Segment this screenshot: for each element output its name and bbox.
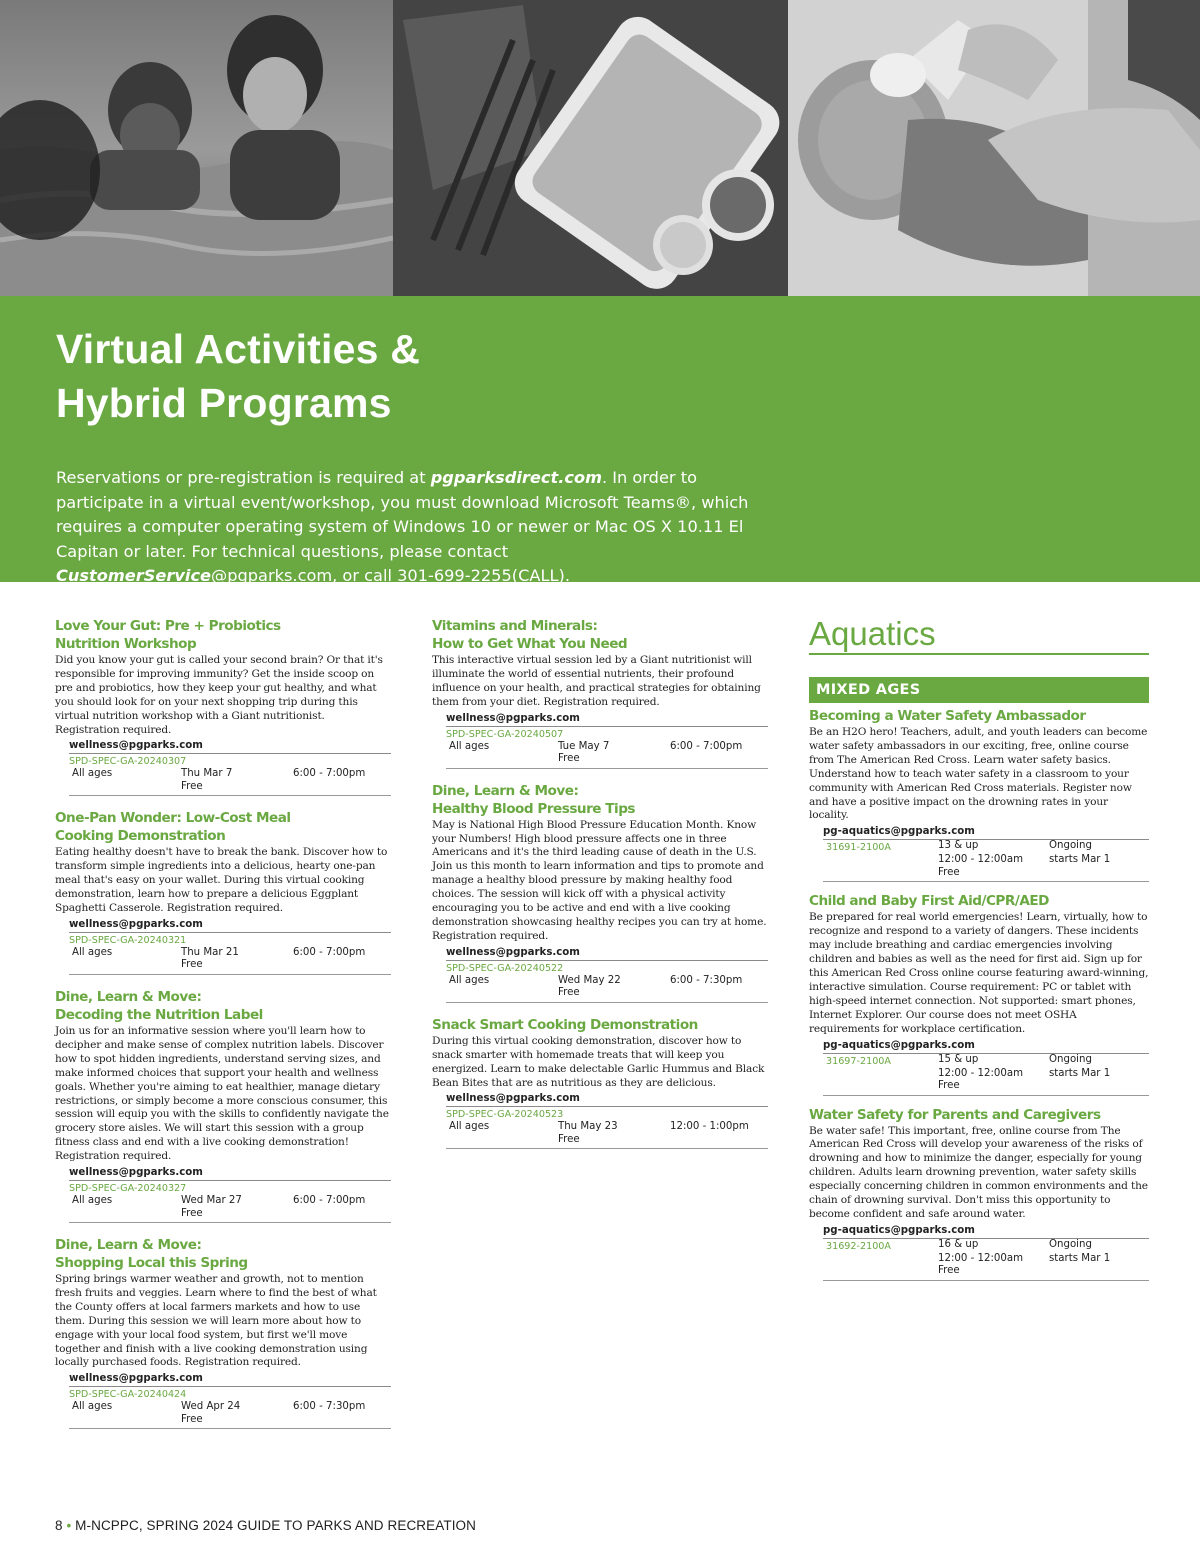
program-title-line2: Cooking Demonstration [55, 828, 226, 845]
ages: All ages [449, 740, 490, 752]
program-title-line1: Dine, Learn & Move: [55, 988, 202, 1005]
photo-infant-cpr [788, 0, 1200, 296]
fee: Free [938, 866, 960, 878]
activity-code: SPD-SPEC-GA-20240424 [69, 1389, 187, 1401]
program-vitamins-minerals [432, 617, 768, 769]
ages: All ages [449, 974, 490, 986]
program-description: Spring brings warmer weather and growth, not to mention fresh fruits and veggies. Learn where to find the best of what the County offers at local farmers markets and how to use them. During this session we will learn more about how to engage with your local food system, but first we'll move together and finish with a live cooking demonstration using locally purchased foods. Registration required. [55, 1273, 377, 1369]
footer-bullet: • [66, 1518, 72, 1533]
start-date: starts Mar 1 [1049, 1067, 1111, 1079]
ages: All ages [72, 768, 113, 780]
program-title [55, 1236, 391, 1272]
program-description: Eating healthy doesn't have to break the bank. Discover how to transform simple ingredients into a delicious, hearty one-pan meal that's easy on your wallet. During this virtual cooking demonstration, learn how to prepare a delicious Eggplant Spaghetti Casserole. Registration required. [55, 846, 388, 915]
program-title-line1: Dine, Learn & Move: [432, 782, 579, 799]
ages: All ages [72, 1195, 113, 1207]
schedule: Ongoing [1049, 840, 1092, 852]
program-title: Child and Baby First Aid/CPR/AED [809, 893, 1049, 910]
date: Wed Mar 27 [181, 1195, 242, 1207]
activity-code: SPD-SPEC-GA-20240507 [446, 728, 564, 740]
program-child-baby-first-aid [809, 892, 1149, 1095]
intro-banner [0, 296, 1200, 586]
program-description: Be an H2O hero! Teachers, adult, and youth leaders can become water safety ambassadors in our exciting, free, online course from The American Red Cross. Learn water safety basics. Understand how to teach water safety in a classroom to your community with American Red Cross materials. Register now and have a positive impact on the drowning rates in your locality. [809, 726, 1148, 822]
program-description: Be prepared for real world emergencies! Learn, virtually, how to recognize and respond to a variety of dangers. These incidents may include breathing and cardiac emergencies involving children and babies as well as the need for first aid. Sign up for this American Red Cross online course featuring award-winning, interactive simulation. Course requirement: PC or tablet with high-speed internet connection. Not supported: smart phones, Internet Explorer. Our course does not meet OSHA requirements for workplace certification. [809, 911, 1149, 1035]
customer-service-email-bold[interactable]: CustomerService [56, 566, 212, 586]
spacer [823, 854, 938, 867]
contact-email[interactable]: wellness@pgparks.com [69, 918, 391, 933]
time: 12:00 - 12:00am [938, 1252, 1024, 1264]
date: Thu Mar 21 [181, 946, 239, 958]
program-title-line2: How to Get What You Need [432, 636, 628, 652]
program-description: Be water safe! This important, free, online course from The American Red Cross will develop your awareness of the risks of drowning and how to minimize the danger, especially for young children. Adults learn drowning prevention, water safety skills especially concerning children in common environments and the chain of drowning survival. Don't miss this opportunity to become confident and safe around water. [809, 1124, 1148, 1220]
schedule-row [823, 1239, 1149, 1253]
program-description: This interactive virtual session led by a Giant nutritionist will illuminate the world of essential nutrients, their profound influence on your health, and practical strategies for obtaining them from your diet. Registration required. [432, 654, 761, 708]
page-number: 8 [55, 1518, 63, 1533]
ages: All ages [72, 946, 113, 958]
program-title: Water Safety for Parents and Caregivers [809, 1106, 1101, 1123]
program-title-line1: Dine, Learn & Move: [55, 1237, 202, 1254]
program-title-line1: Love Your Gut: Pre + Probiotics [55, 618, 281, 634]
program-decoding-nutrition-label [55, 988, 391, 1223]
spacer [823, 1068, 938, 1081]
registration-block [69, 1372, 391, 1429]
column-wellness-2 [432, 617, 768, 1162]
program-shopping-local [55, 1236, 391, 1429]
time: 6:00 - 7:00pm [293, 1195, 366, 1207]
time: 6:00 - 7:00pm [670, 740, 743, 752]
time: 6:00 - 7:30pm [670, 974, 743, 986]
registration-block [823, 825, 1149, 882]
schedule-row [823, 1054, 1149, 1068]
program-title-line2: Shopping Local this Spring [55, 1255, 248, 1272]
schedule-row [446, 741, 768, 754]
photo-strip [0, 0, 1200, 296]
activity-code: SPD-SPEC-GA-20240523 [446, 1109, 564, 1121]
photo-casserole [393, 0, 788, 296]
ages: 15 & up [938, 1053, 979, 1065]
program-title [432, 1016, 768, 1034]
contact-email[interactable]: wellness@pgparks.com [69, 1372, 391, 1387]
schedule: Ongoing [1049, 1238, 1092, 1250]
program-water-safety-ambassador [809, 707, 1149, 882]
start-date: starts Mar 1 [1049, 854, 1111, 866]
program-title-line2: Healthy Blood Pressure Tips [432, 800, 636, 817]
intro-suffix: @pgparks.com, or call 301-699-2255(CALL). [211, 566, 570, 586]
start-date: starts Mar 1 [1049, 1252, 1111, 1264]
schedule-row [823, 840, 1149, 854]
program-description: May is National High Blood Pressure Education Month. Know your Numbers! High blood pressure affects one in three Americans and it's the third leading cause of death in the U.S. Join us this month to learn information and tips to promote and manage a healthy blood pressure by making healthy food choices. The session will kick off with a physical activity encouraging you to be active and end with a live cooking demonstration showcasing healthy recipes you can try at home. Registration required. [432, 818, 767, 942]
fee: Free [181, 1207, 203, 1219]
pgparksdirect-link[interactable]: pgparksdirect.com [430, 468, 602, 487]
time: 12:00 - 1:00pm [670, 1121, 749, 1133]
photo-swim-lesson [0, 0, 393, 296]
fee: Free [181, 780, 203, 792]
registration-block [69, 918, 391, 975]
schedule-row [69, 1401, 391, 1414]
fee: Free [181, 1413, 203, 1425]
activity-code: SPD-SPEC-GA-20240327 [69, 1183, 187, 1195]
program-one-pan-wonder [55, 809, 391, 975]
date: Thu May 23 [558, 1121, 618, 1133]
schedule-row-2 [823, 854, 1149, 867]
fee: Free [558, 987, 580, 999]
contact-email[interactable]: wellness@pgparks.com [446, 712, 768, 727]
contact-email[interactable]: wellness@pgparks.com [446, 946, 768, 961]
page-title-line1: Virtual Activities & [56, 326, 421, 372]
time: 12:00 - 12:00am [938, 854, 1024, 866]
contact-email[interactable]: pg-aquatics@pgparks.com [823, 1224, 1149, 1239]
program-title [432, 617, 768, 653]
program-title [55, 809, 391, 845]
registration-block [69, 739, 391, 796]
activity-code: 31691-2100A [826, 842, 891, 854]
program-love-your-gut [55, 617, 391, 796]
ages: 13 & up [938, 840, 979, 852]
contact-email[interactable]: wellness@pgparks.com [69, 739, 391, 754]
activity-code: SPD-SPEC-GA-20240522 [446, 962, 564, 974]
program-title [55, 617, 391, 653]
schedule-row [69, 947, 391, 960]
registration-block [446, 946, 768, 1003]
contact-email[interactable]: pg-aquatics@pgparks.com [823, 825, 1149, 840]
page-title [56, 322, 756, 430]
program-title-line1: Snack Smart Cooking Demonstration [432, 1016, 698, 1033]
page-title-line2: Hybrid Programs [56, 380, 392, 426]
spacer [823, 1253, 938, 1266]
schedule: Ongoing [1049, 1053, 1092, 1065]
column-wellness-1 [55, 617, 391, 1442]
program-title [432, 782, 768, 818]
mixed-ages-bar: MIXED AGES [809, 677, 1149, 703]
fee: Free [558, 753, 580, 765]
program-title [55, 988, 391, 1024]
program-title-line1: One-Pan Wonder: Low-Cost Meal [55, 810, 291, 827]
activity-code: SPD-SPEC-GA-20240307 [69, 756, 187, 768]
contact-email[interactable]: pg-aquatics@pgparks.com [823, 1039, 1149, 1054]
intro-prefix: Reservations or pre-registration is required at [56, 468, 431, 487]
publication-name: M-NCPPC, SPRING 2024 GUIDE TO PARKS AND RECREATION [75, 1518, 476, 1533]
registration-block [69, 1166, 391, 1223]
fee: Free [938, 1080, 960, 1091]
program-snack-smart [432, 1016, 768, 1150]
schedule-row [69, 1195, 391, 1208]
schedule-row-2 [823, 1068, 1149, 1081]
program-description: Join us for an informative session where you'll learn how to decipher and make sense of complex nutrition labels. Discover how to spot hidden ingredients, understand serving sizes, and make informed choices that support your health and wellness goals. Whether you're aiming to eat healthier, manage dietary restrictions, or simply become a more conscious consumer, this session will equip you with the skills to confidently navigate the grocery store aisles. We will start this session with a group fitness class and end with a live cooking demonstration! Registration required. [55, 1024, 389, 1163]
ages: All ages [449, 1121, 490, 1133]
program-blood-pressure-tips [432, 782, 768, 1003]
page-footer [55, 1518, 476, 1533]
activity-code: SPD-SPEC-GA-20240321 [69, 934, 187, 946]
registration-block [446, 712, 768, 769]
fee: Free [558, 1133, 580, 1145]
program-description: Did you know your gut is called your second brain? Or that it's responsible for improving immunity? Get the inside scoop on pre and probiotics, how they keep your gut healthy, and what you should look for on your next shopping trip during this virtual nutrition workshop with a Giant nutritionist. Registration required. [55, 654, 383, 736]
time: 6:00 - 7:30pm [293, 1401, 366, 1413]
fee: Free [938, 1265, 960, 1277]
schedule-row [69, 768, 391, 781]
registration-block [446, 1092, 768, 1149]
intro-text [56, 466, 786, 589]
schedule-row-2 [823, 1253, 1149, 1266]
time: 12:00 - 12:00am [938, 1067, 1024, 1079]
program-title: Becoming a Water Safety Ambassador [809, 708, 1086, 724]
ages: All ages [72, 1401, 113, 1413]
fee: Free [181, 959, 203, 971]
date: Wed May 22 [558, 974, 621, 986]
aquatics-section-title: Aquatics [809, 615, 1149, 655]
program-title-line2: Decoding the Nutrition Label [55, 1006, 263, 1023]
schedule-row [446, 975, 768, 988]
activity-code: 31697-2100A [826, 1055, 891, 1067]
program-description: During this virtual cooking demonstration, discover how to snack smarter with homemade treats that will keep you energized. Learn to make delectable Garlic Hummus and Black Bean Bites that are as nutritious as they are delicious. [432, 1034, 765, 1089]
contact-email[interactable]: wellness@pgparks.com [446, 1092, 768, 1107]
schedule-row [446, 1121, 768, 1134]
registration-block [823, 1039, 1149, 1096]
intro-middle: . In order to participate in a virtual event/workshop, you must download Microsoft Teams®, which requires a computer operating system of Windows 10 or newer or Mac OS X 10.11 El Capitan or later. For technical questions, please contact [56, 468, 749, 561]
date: Thu Mar 7 [181, 768, 233, 780]
program-title-line1: Vitamins and Minerals: [432, 618, 598, 634]
column-aquatics [809, 617, 1149, 1291]
program-title-line2: Nutrition Workshop [55, 636, 197, 652]
contact-email[interactable]: wellness@pgparks.com [69, 1166, 391, 1181]
date: Wed Apr 24 [181, 1401, 241, 1413]
ages: 16 & up [938, 1238, 979, 1250]
date: Tue May 7 [558, 740, 610, 752]
time: 6:00 - 7:00pm [293, 768, 366, 780]
registration-block [823, 1224, 1149, 1281]
program-water-safety-parents [809, 1106, 1149, 1281]
activity-code: 31692-2100A [826, 1240, 891, 1252]
time: 6:00 - 7:00pm [293, 946, 366, 958]
